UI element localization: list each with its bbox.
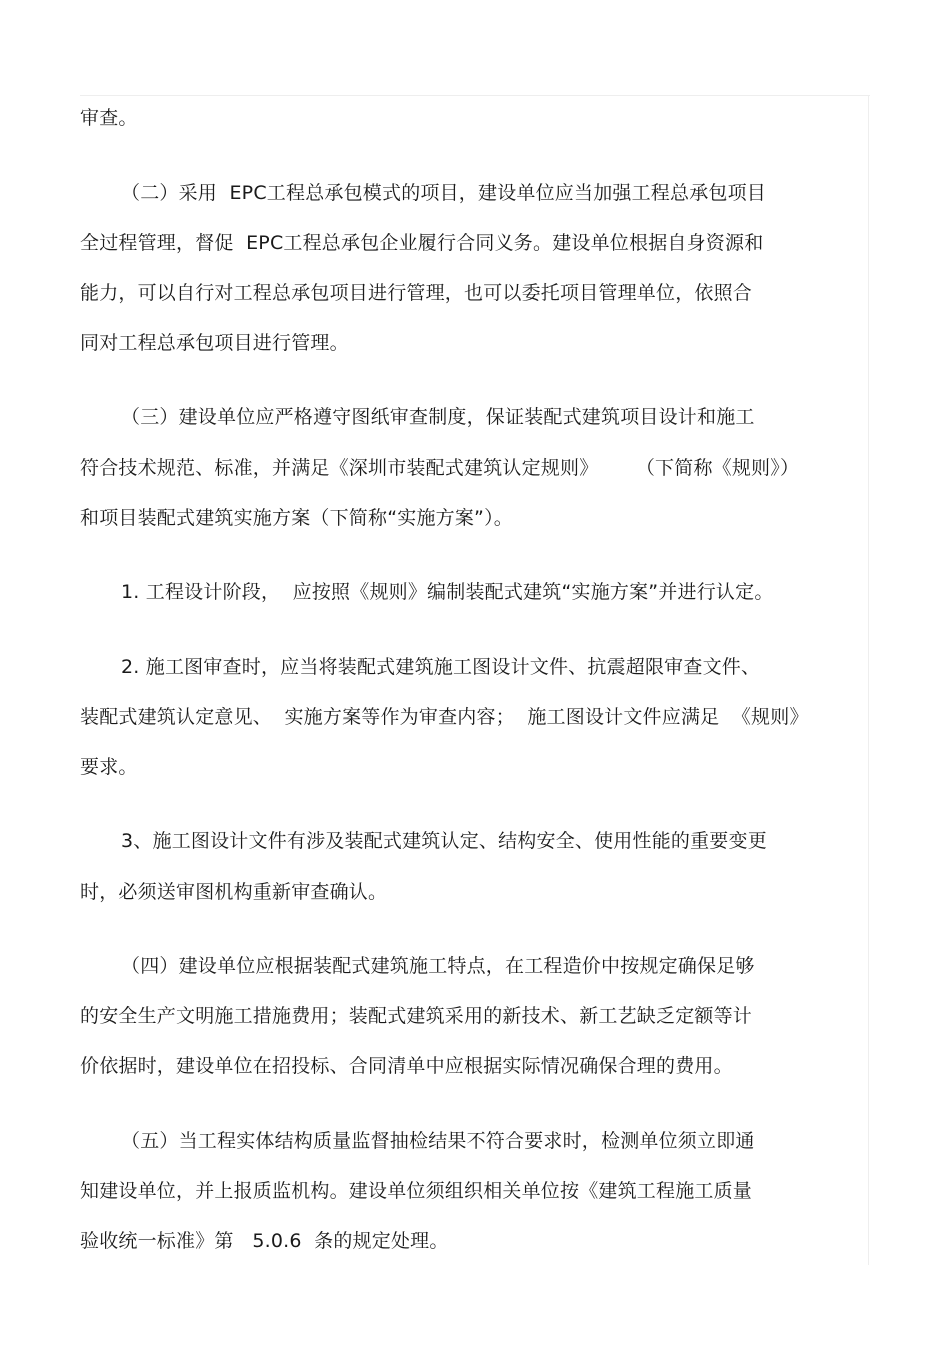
text-line: 装配式建筑认定意见、 实施方案等作为审查内容； 施工图设计文件应满足 《规则》 [80, 706, 809, 728]
text-line: 3、施工图设计文件有涉及装配式建筑认定、结构安全、使用性能的重要变更 [121, 830, 767, 852]
text-line: 要求。 [80, 756, 138, 778]
text-line: （三）建设单位应严格遵守图纸审查制度，保证装配式建筑项目设计和施工 [121, 406, 755, 428]
text-line: 价依据时，建设单位在招投标、合同清单中应根据实际情况确保合理的费用。 [80, 1055, 733, 1077]
text-line: 2. 施工图审查时，应当将装配式建筑施工图设计文件、抗震超限审查文件、 [121, 656, 761, 678]
text-line: 和项目装配式建筑实施方案（下简称“实施方案”）。 [80, 507, 513, 529]
text-line: 能力，可以自行对工程总承包项目进行管理，也可以委托项目管理单位，依照合 [80, 282, 753, 304]
page-border-top [80, 95, 870, 96]
page-border-right [868, 95, 869, 1265]
text-line: 知建设单位，并上报质监机构。建设单位须组织相关单位按《建筑工程施工质量 [80, 1180, 753, 1202]
text-line: 验收统一标准》第 5.0.6 条的规定处理。 [80, 1230, 449, 1252]
text-line: 全过程管理，督促 EPC工程总承包企业履行合同义务。建设单位根据自身资源和 [80, 232, 764, 254]
text-line: 符合技术规范、标准，并满足《深圳市装配式建筑认定规则》 （下简称《规则》） [80, 457, 800, 479]
text-line: 时，必须送审图机构重新审查确认。 [80, 881, 388, 903]
text-line: 的安全生产文明施工措施费用；装配式建筑采用的新技术、新工艺缺乏定额等计 [80, 1005, 753, 1027]
text-line: 1. 工程设计阶段， 应按照《规则》编制装配式建筑“实施方案”并进行认定。 [121, 581, 774, 603]
text-line: （五）当工程实体结构质量监督抽检结果不符合要求时，检测单位须立即通 [121, 1130, 755, 1152]
text-line: 审查。 [80, 107, 138, 129]
text-line: （二）采用 EPC工程总承包模式的项目，建设单位应当加强工程总承包项目 [121, 182, 767, 204]
text-line: （四）建设单位应根据装配式建筑施工特点，在工程造价中按规定确保足够 [121, 955, 755, 977]
text-line: 同对工程总承包项目进行管理。 [80, 332, 349, 354]
